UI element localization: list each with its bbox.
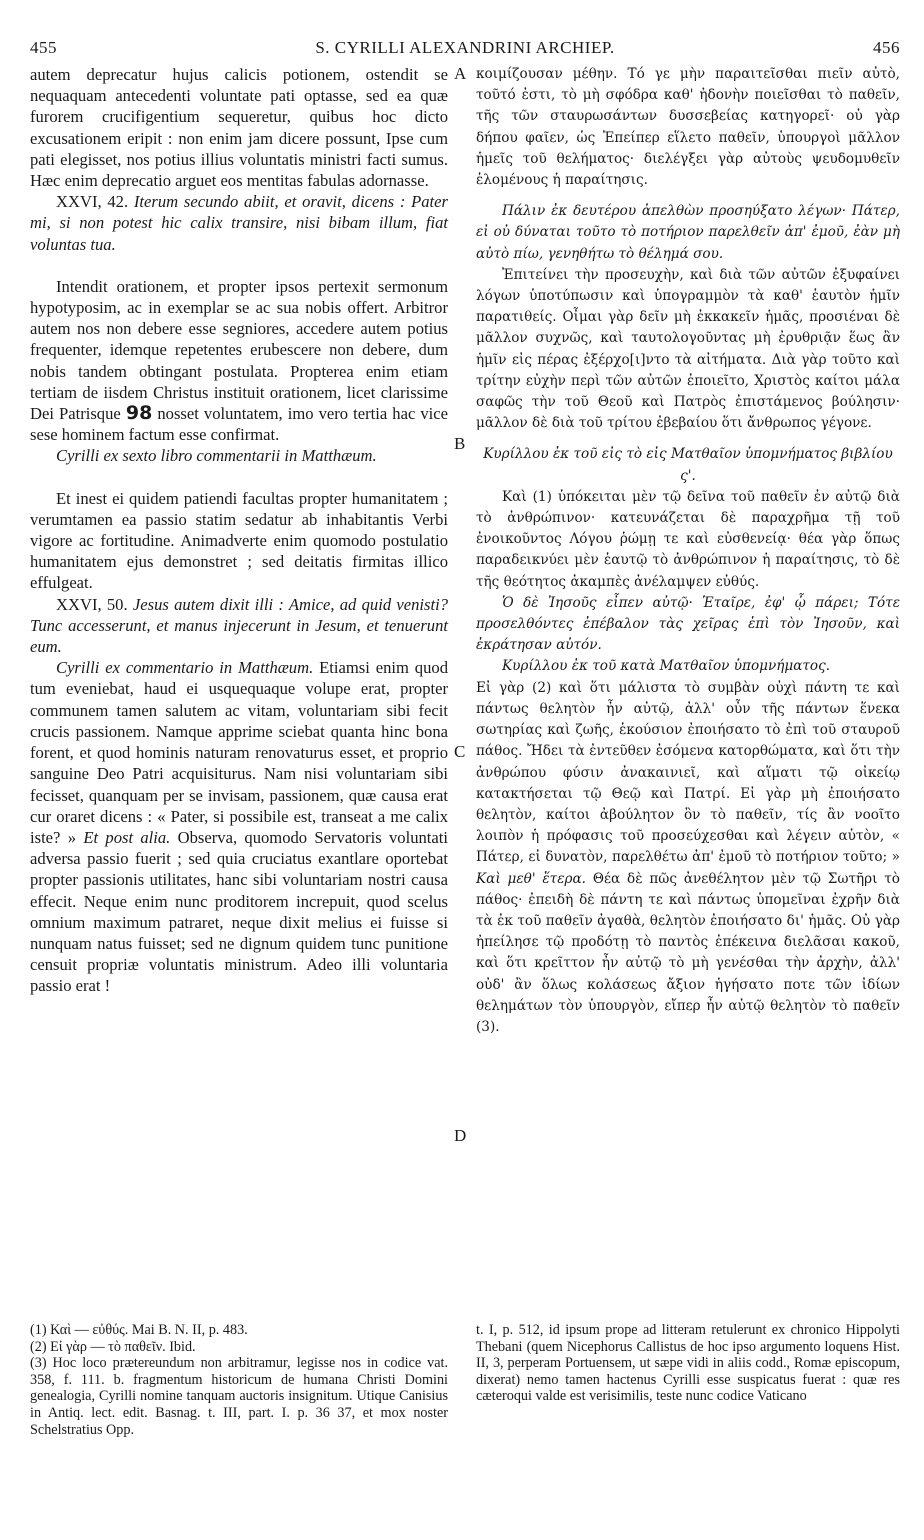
ellipsis-note: Καὶ μεθ' ἕτερα. bbox=[476, 870, 586, 887]
greek-paragraph bbox=[476, 678, 900, 1038]
greek-scripture-heading: Ὁ δὲ Ἰησοῦς εἶπεν αὐτῷ· Ἑταῖρε, ἐφ' ᾧ πάρει; Τότε προσελθόντες ἐπέβαλον τὰς χεῖρας ἐπὶ τὸν Ἰησοῦν, καὶ ἐκράτησαν αὐτόν. bbox=[476, 594, 900, 654]
verse-reference: XXVI, 42. bbox=[56, 192, 129, 212]
latin-paragraph: autem deprecatur hujus calicis potionem, ostendit se nequaquam antecedenti voluntate pati optasse, sed ea quæ furorem crucifigentium sequeretur, quibus hoc dicto excusationem eripit : non enim jam dicere possunt, Ipse cum pati elegisset, nos potius illius voluntatis ministri facti sumus. Hæc enim deprecatio arguet eos mentitas fabulas adornasse. bbox=[30, 65, 448, 191]
verse-reference: XXVI, 50. bbox=[56, 594, 128, 614]
greek-paragraph: Καὶ (1) ὑπόκειται μὲν τῷ δεῖνα τοῦ παθεῖν ἐν αὐτῷ διὰ τὸ ἀνθρώπινον· κατευνάζεται δὲ παραχρῆμα τῇ τοῦ ἐνοικοῦντος Λόγου ῥώμῃ τε καὶ εὐσθενείᾳ· θέα γὰρ ὅπως παραδεικνύει μὲν ἑαυτῷ τὸ ἀνθρώπινον ἡ παραίτησις, τὸ δὲ τῆς θεότητος ἀκαμπὲς ἀνέλαμψεν εὐθύς. bbox=[476, 488, 900, 590]
footnote-continuation: t. I, p. 512, id ipsum prope ad litteram retulerunt ex chronico Hippolyti Thebani (quem Nicephorus Callistus de hoc ipso argumento loquens Hist. II, 3, perperam Portuensem, ut sæpe vidi in aliis codd., Romæ episcopum, dixerat) nemo tamen hactenus Cyrilli esse suspicatus fuerat : quæ res cæteroqui valde est verisimilis, teste nunc codice Vaticano bbox=[476, 1322, 900, 1405]
footnote: (2) Εἰ γὰρ — τὸ παθεῖν. Ibid. bbox=[30, 1338, 196, 1355]
margin-marker-a: A bbox=[454, 64, 467, 83]
margin-marker-d: D bbox=[454, 1126, 467, 1145]
running-header bbox=[30, 38, 900, 60]
greek-section-title: Κυρίλλου ἐκ τοῦ εἰς τὸ εἰς Ματθαῖον ὑπομνήματος βιβλίου ς'. bbox=[483, 446, 893, 484]
latin-column bbox=[30, 64, 448, 997]
greek-paragraph: Ἐπιτείνει τὴν προσευχὴν, καὶ διὰ τῶν αὐτῶν ἐξυφαίνει λόγων ὑποτύπωσιν καὶ ὑπογραμμὸν τὰ καθ' ἑαυτὸν ἡμῖν παρατιθείς. Οἶμαι γὰρ δεῖν μὴ ἐκκακεῖν ἡμᾶς, προσιέναι δὲ μᾶλλον συχνῶς, καὶ ταυτολογοῦντας μὴ ἐρυθριᾷν ἕως ἂν ἡμῖν εἰς πέρας ἐξέρχο[ι]ντο τὰ αἰτήματα. Διὰ γὰρ τοῦτο καὶ τρίτην εὐχὴν περὶ τῶν αὐτῶν ἐποιεῖτο, Χριστὸς καίτοι μάλα σαφῶς τὴν τοῦ Θεοῦ καὶ Πατρὸς ἐπιστάμενος βούλησιν· μᾶλλον δὲ διὰ τοῦ τρίτου ἐβεβαίου ὅτι ἄνθρωπος γέγονε. bbox=[476, 266, 900, 432]
paragraph-text: Etiamsi enim quod tum eveniebat, haud ei usquequaque volupe erat, propter communem tamen salutem ac vitam, voluntariam sibi fecit crucis passionem. Namque apprime sciebat quanta hinc bona forent, et quod hominis naturam renovaturus esset, et proprio sanguine Deo Patri acquisiturus. Nam nisi voluntariam sibi fecisset, quanquam per se invisam, passionem, quæ causa erat cur oraret dicens : « Pater, si possibile est, transeat a me calix iste? » bbox=[30, 658, 448, 847]
source-title: Cyrilli ex commentario in Matthæum. bbox=[56, 658, 314, 678]
footnotes-right bbox=[476, 1322, 900, 1405]
greek-scripture-heading: Πάλιν ἐκ δευτέρου ἀπελθὼν προσηύξατο λέγων· Πάτερ, εἰ οὐ δύναται τοῦτο τὸ ποτήριον παρελθεῖν ἀπ' ἐμοῦ, ἐὰν μὴ αὐτὸ πίω, γενηθήτω τὸ θέλημά σου. bbox=[476, 203, 900, 262]
paragraph-text: Observa, quomodo Servatoris voluntati adversa passio fuerit ; sed quia cruciatus exantlare oportebat propter passionis utilitates, hanc sibi voluntariam nostri causa effecit. Neque enim nunc proditorem increpuit, quod scelus omnium maximum patraret, neque dixit melius ei fuisse si nunquam natus fuisset; sed ne dignum quidem tunc punitione censuit propriæ voluntatis ministrum. Adeo illi voluntaria passio erat ! bbox=[30, 827, 448, 996]
page-number-left: 455 bbox=[30, 38, 57, 57]
paragraph-text: Intendit orationem, et propter ipsos pertexit sermonum hypotyposim, ac in exemplar se ac sua nobis offert. Arbitror autem nos non debere esse segniores, accedere autem potius frequenter, idemque repetentes erubescere non debere, dum nobis tandem obtingant postulata. Propterea enim etiam tertiam de iisdem Christus instituit orationem, licet clarissime Dei Patrisque bbox=[30, 276, 448, 424]
ellipsis-note: Et post alia. bbox=[83, 827, 171, 847]
footnote: (3) Hoc loco prætereundum non arbitramur, legisse nos in codice vat. 358, f. 111. b. fragmentum historicum de humana Christi Domini genealogia, Cyrilli nomine tanquam auctoris insignitum. Utique Canisius in Antiq. lect. edit. Basnag. t. III, part. I. p. 36 37, et mox noster Schelstratius Opp. bbox=[30, 1355, 448, 1438]
latin-scripture-heading bbox=[30, 191, 448, 255]
greek-paragraph: κοιμίζουσαν μέθην. Τό γε μὴν παραιτεῖσθαι πιεῖν αὐτὸ, τοῦτό ἐστι, τὸ μὴ σφόδρα καθ' ἡδονὴν ποιεῖσθαι τὸ παθεῖν, τῆς τῶν σταυρωσάντων δυσσεβείας κατηγορεῖ· οὐ γὰρ δήπου φαῖεν, ὡς Ἐπείπερ εἵλετο παθεῖν, ὑπουργοὶ μᾶλλον ἡμεῖς τοῦ θελήματος· διελέγξει γὰρ αὐτοὺς ψευδομυθεῖν ἑλομένους ἡ παραίτησις. bbox=[476, 66, 900, 189]
margin-marker-c: C bbox=[454, 742, 466, 761]
running-title: S. CYRILLI ALEXANDRINI ARCHIEP. bbox=[315, 38, 615, 57]
latin-paragraph bbox=[30, 657, 448, 996]
verse-text: Iterum secundo abiit, et oravit, dicens : Pater mi, si non potest hic calix transire, nisi bibam illum, fiat voluntas tua. bbox=[30, 192, 448, 254]
footnote: (1) Καὶ — εὐθύς. Mai B. N. II, p. 483. bbox=[30, 1322, 248, 1338]
greek-section-title: Κυρίλλου ἐκ τοῦ κατὰ Ματθαῖον ὑπομνήματος. bbox=[502, 658, 831, 675]
latin-paragraph bbox=[30, 276, 448, 446]
latin-scripture-heading bbox=[30, 594, 448, 658]
paragraph-text: nosset voluntatem, imo vero tertia hac vice sese hominem factum esse confirmat. bbox=[30, 404, 449, 445]
margin-marker-b: B bbox=[454, 434, 466, 453]
latin-paragraph: Et inest ei quidem patiendi facultas propter humanitatem ; verumtamen ea passio statim sedatur ab inhabitantis Verbi vigore ac fortitudine. Animadverte enim quomodo postulatio humanitatem ejus demonstret ; sed deitatis firmitas illico effulgeat. bbox=[30, 488, 448, 593]
latin-section-title: Cyrilli ex sexto libro commentarii in Matthæum. bbox=[56, 446, 377, 466]
verse-text: Jesus autem dixit illi : Amice, ad quid venisti? Tunc accesserunt, et manus injecerunt in Jesum, et tenuerunt eum. bbox=[30, 594, 448, 657]
paragraph-text: Θέα δὲ πῶς ἀνεθέλητον μὲν τῷ Σωτῆρι τὸ πάθος· ἐπειδὴ δὲ πάντη τε καὶ πάντως ὑπομεῖναι ἐχρῆν διὰ τὰ ἐκ τοῦ παθεῖν ἀγαθὰ, θελητὸν ἐποιήσατο δι' ἡμᾶς. Οὐ γὰρ ἠπείλησε τῷ προδότῃ τὸ παντὸς ἐπέκεινα διελᾶσαι κακοῦ, καὶ ὅτι κρεῖττον ἦν αὐτῷ τὸ μὴ γενέσθαι τὴν ἀρχὴν, ἀλλ' οὐδ' ἂν ὅλως κολάσεως ἄξιον ἡγήσατο ποτε τῶν ἰδίων θελημάτων τὸν ὑπουργὸν, εἴπερ ἦν αὐτῷ θελητὸν τὸ παθεῖν (3). bbox=[476, 870, 900, 1035]
page-number-right: 456 bbox=[873, 38, 900, 57]
greek-column bbox=[476, 64, 900, 1038]
paragraph-text: Εἰ γὰρ (2) καὶ ὅτι μάλιστα τὸ συμβὰν οὐχὶ πάντη τε καὶ πάντως θελητὸν ἦν αὐτῷ, ἀλλ' οὖν τῆς πάντων ἕνεκα σωτηρίας καὶ ζωῆς, ἑκούσιον ἐποιήσατο τὸ ἐπὶ τοῦ σταυροῦ πάθος. Ἤδει τὰ ἐντεῦθεν ἐσόμενα κατορθώματα, καὶ ὅτι τὴν ἀνθρώπου φύσιν ἀνακαινιεῖ, καὶ αἵματι τῷ οἰκείῳ κατακτήσεται τῷ Θεῷ καὶ Πατρί. Εἰ γὰρ μὴ ἐποιήσατο θελητὸν, καίτοι ἀβούλητον ὂν τὸ παθεῖν, τίς ἂν νοοῖτο λοιπὸν ἡ πρόφασις τοῦ προσεύχεσθαι καὶ λέγειν αὐτὸν, « Πάτερ, εἰ δυνατὸν, παρελθέτω ἀπ' ἐμοῦ τὸ ποτήριον τοῦτο; » bbox=[476, 679, 900, 866]
column-number: 98 bbox=[125, 402, 153, 425]
footnotes-left bbox=[30, 1322, 448, 1438]
